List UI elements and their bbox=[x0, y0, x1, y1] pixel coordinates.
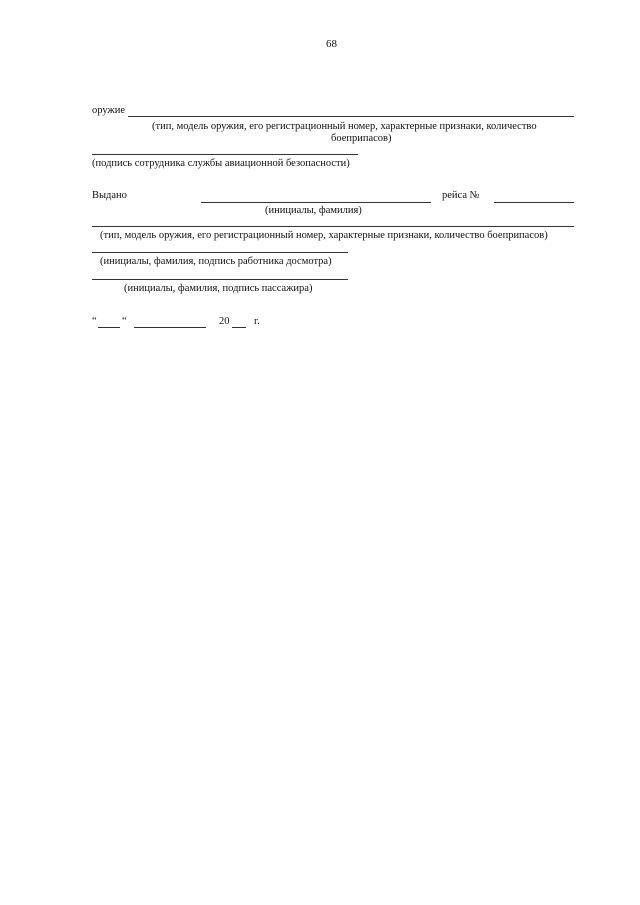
weapon-fill-line bbox=[128, 116, 574, 117]
issued-label: Выдано bbox=[92, 190, 127, 201]
flight-number-line bbox=[494, 202, 574, 203]
weapon-label: оружие bbox=[92, 105, 126, 116]
passenger-caption: (инициалы, фамилия, подпись пассажира) bbox=[124, 283, 313, 294]
weapon-caption-line-2: боеприпасов) bbox=[331, 133, 392, 144]
page-number: 68 bbox=[326, 38, 337, 50]
date-open-quote: “ bbox=[92, 316, 97, 327]
inspector-signature-line bbox=[92, 252, 348, 253]
weapon-description-line bbox=[92, 226, 574, 227]
date-year-prefix: 20 bbox=[219, 316, 230, 327]
security-signature-line bbox=[92, 154, 358, 155]
date-year-line bbox=[232, 327, 246, 328]
date-year-suffix: г. bbox=[254, 316, 260, 327]
issued-name-caption: (инициалы, фамилия) bbox=[265, 205, 362, 216]
date-day-line bbox=[98, 327, 120, 328]
weapon-caption-line-1: (тип, модель оружия, его регистрационный номер, характерные признаки, количество bbox=[152, 121, 537, 132]
weapon-caption-2: (тип, модель оружия, его регистрационный номер, характерные признаки, количество боеприпасов) bbox=[100, 230, 548, 241]
security-signature-caption: (подпись сотрудника службы авиационной безопасности) bbox=[92, 158, 350, 169]
date-close-quote: “ bbox=[122, 316, 127, 327]
inspector-caption: (инициалы, фамилия, подпись работника досмотра) bbox=[100, 256, 332, 267]
passenger-signature-line bbox=[92, 279, 348, 280]
issued-name-line bbox=[201, 202, 431, 203]
date-month-line bbox=[134, 327, 206, 328]
flight-label: рейса № bbox=[442, 190, 480, 201]
